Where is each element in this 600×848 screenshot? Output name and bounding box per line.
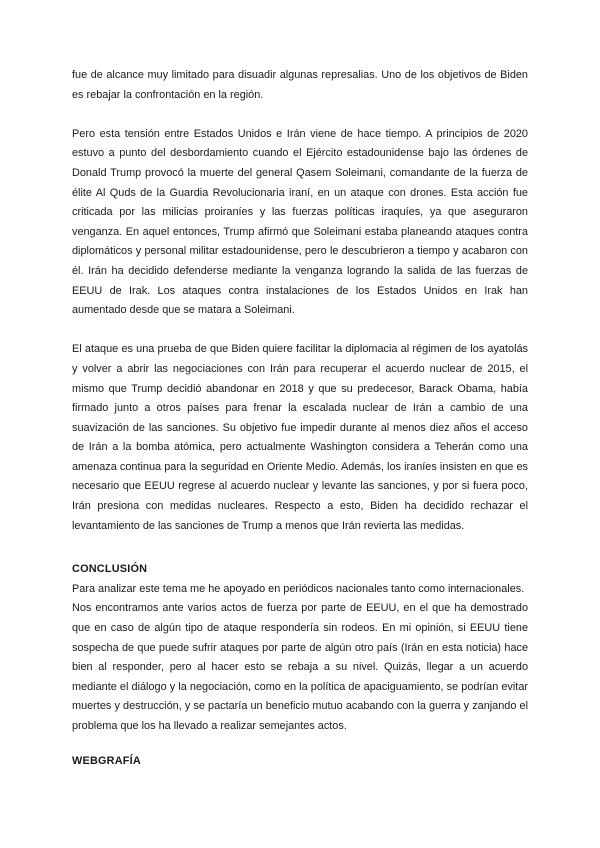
conclusion-heading: CONCLUSIÓN [72, 563, 148, 576]
webgrafia-heading: WEBGRAFÍA [72, 754, 141, 767]
paragraph-biden-objective: fue de alcance muy limitado para disuadir algunas represalias. Uno de los objetivos de Biden es rebajar la confrontación en la región. [72, 69, 528, 101]
conclusion-sources-paragraph: Para analizar este tema me he apoyado en periódicos nacionales tanto como internacionales. [72, 582, 525, 595]
conclusion-opinion-paragraph: Nos encontramos ante varios actos de fuerza por parte de EEUU, en el que ha demostrado que en caso de algún tipo de ataque respondería sin rodeos. En mi opinión, si EEUU tiene sospecha de que puede sufrir ataques por parte de algún otro país (Irán en esta noticia) hace bien al responder, pero al hacer esto se rebaja a su nivel. Quizás, llegar a un acuerdo mediante el diálogo y la negociación, como en la política de apaciguamiento, se podrían evitar muertes y destrucción, y se pactaría un beneficio mutuo acabando con la guerra y zanjando el problema que los ha llevado a realizar semejantes actos. [72, 602, 528, 732]
paragraph-us-iran-tension: Pero esta tensión entre Estados Unidos e Irán viene de hace tiempo. A principios de 2020 estuvo a punto del desbordamiento cuando el Ejército estadounidense bajo las órdenes de Donald Trump provocó la muerte del general Qasem Soleimani, comandante de la fuerza de élite Al Quds de la Guardia Revolucionaria iraní, en un ataque con drones. Esta acción fue criticada por las milicias proiraníes y las fuerzas políticas iraquíes, ya que aseguraron venganza. En aquel entonces, Trump afirmó que Soleimani estaba planeando ataques contra diplomáticos y personal militar estadounidense, pero le descubrieron a tiempo y acabaron con él. Irán ha decidido defenderse mediante la venganza logrando la salida de las fuerzas de EEUU de Irak. Los ataques contra instalaciones de los Estados Unidos en Irak han aumentado desde que se matara a Soleimani. [72, 127, 528, 317]
document-page [72, 66, 528, 766]
paragraph-nuclear-deal: El ataque es una prueba de que Biden quiere facilitar la diplomacia al régimen de los ayatolás y volver a abrir las negociaciones con Irán para recuperar el acuerdo nuclear de 2015, el mismo que Trump decidió abandonar en 2018 y que su predecesor, Barack Obama, había firmado junto a otros países para frenar la escalada nuclear de Irán a cambio de una suavización de las sanciones. Su objetivo fue impedir durante al menos diez años el acceso de Irán a la bomba atómica, pero actualmente Washington considera a Teherán como una amenaza continua para la seguridad en Oriente Medio. Además, los iraníes insisten en que es necesario que EEUU regrese al acuerdo nuclear y levante las sanciones, y por si fuera poco, Irán presiona con medidas nucleares. Respecto a esto, Biden ha decidido rechazar el levantamiento de las sanciones de Trump a menos que Irán revierta las medidas. [72, 343, 528, 532]
